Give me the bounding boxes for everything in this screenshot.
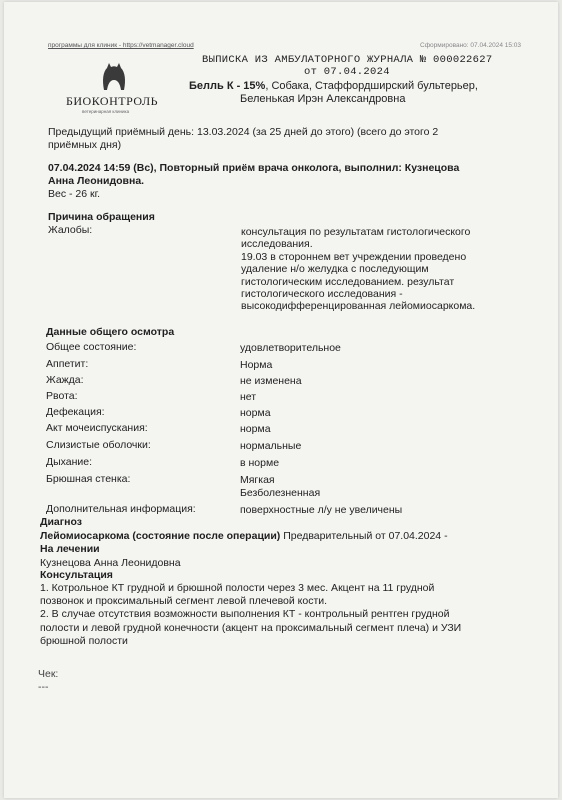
exam-value: нормальные	[240, 440, 302, 452]
consultation-line: позвонок и проксимальный сегмент левой плечевой кости.	[40, 595, 328, 608]
exam-label: Жажда:	[46, 374, 84, 386]
complaint-line: консультация по результатам гистологического	[241, 226, 471, 238]
visit-weight: Вес - 26 кг.	[48, 188, 101, 200]
exam-value: удовлетворительное	[240, 342, 341, 354]
consultation-line: полости и левой грудной конечности (акцент на проксимальный сегмент плеча) и УЗИ	[40, 621, 462, 634]
exam-heading: Данные общего осмотра	[46, 326, 175, 338]
consultation-line: 2. В случае отсутствия возможности выполнения КТ - контрольный рентген грудной	[40, 608, 450, 621]
exam-value: норма	[240, 407, 271, 419]
exam-label: Брюшная стенка:	[46, 473, 131, 485]
document-title: ВЫПИСКА ИЗ АМБУЛАТОРНОГО ЖУРНАЛА № 000022627	[202, 54, 493, 66]
consultation-text	[40, 582, 461, 648]
reason-heading: Причина обращения	[48, 211, 155, 223]
exam-value: Мягкая	[240, 474, 275, 486]
previous-visit-line1: Предыдущий приёмный день: 13.03.2024 (за 25 дней до этого) (всего до этого 2	[48, 126, 439, 138]
exam-value: в норме	[240, 457, 280, 469]
diagnosis-date: Предварительный от 07.04.2024 -	[280, 530, 448, 542]
exam-label: Дыхание:	[46, 456, 93, 468]
complaint-line: гистологическим исследованием. результат	[241, 275, 455, 288]
exam-label: Аппетит:	[46, 358, 89, 370]
logo-subtitle: ветеринарная клиника	[82, 109, 130, 114]
diagnosis-doctor: Кузнецова Анна Леонидовна	[40, 557, 181, 569]
complaints-text	[241, 226, 475, 313]
exam-value: Безболезненная	[240, 487, 321, 499]
exam-value: поверхностные л/у не увеличены	[240, 504, 403, 516]
exam-label: Акт мочеиспускания:	[46, 422, 148, 434]
complaint-line: 19.03 в стороннем вет учреждении проведено	[241, 250, 467, 263]
check-value: ---	[38, 681, 49, 693]
complaint-line: исследования.	[241, 238, 313, 251]
patient-name: Белль К - 15%	[189, 80, 266, 92]
exam-value: не изменена	[240, 375, 302, 387]
exam-label: Слизистые оболочки:	[46, 439, 151, 451]
complaints-label: Жалобы:	[48, 224, 93, 236]
exam-value: нет	[240, 391, 257, 403]
exam-value: Норма	[240, 359, 273, 371]
exam-label: Дефекация:	[46, 406, 105, 418]
patient-owner: Беленькая Ирэн Александровна	[240, 93, 406, 105]
visit-line2: Анна Леонидовна.	[48, 175, 145, 187]
patient-line	[189, 80, 478, 92]
diagnosis-name: Лейомиосаркома (состояние после операции)	[40, 530, 281, 542]
exam-label: Рвота:	[46, 390, 78, 402]
program-link[interactable]: программы для клиник - https://vetmanager.cloud	[48, 42, 194, 49]
cat-silhouette-icon	[74, 60, 154, 94]
exam-label: Дополнительная информация:	[46, 503, 196, 515]
previous-visit-line2: приёмных дня)	[48, 139, 122, 151]
diagnosis-heading: Диагноз	[40, 516, 82, 528]
consultation-line: брюшной полости	[40, 634, 128, 647]
consultation-heading: Консультация	[40, 569, 113, 581]
complaint-line: гистологического исследования -	[241, 288, 403, 301]
logo-name: БИОКОНТРОЛЬ	[66, 94, 159, 108]
formed-date: Сформировано: 07.04.2024 15:03	[420, 42, 522, 49]
visit-line1: 07.04.2024 14:59 (Вс), Повторный приём врача онколога, выполнил: Кузнецова	[48, 162, 460, 174]
document-date: от 07.04.2024	[304, 66, 390, 78]
patient-details: , Собака, Стаффордширский бультерьер,	[265, 80, 478, 92]
exam-label: Общее состояние:	[46, 341, 137, 353]
consultation-line: 1. Котрольное КТ грудной и брюшной полости через 3 мес. Акцент на 11 грудной	[40, 582, 435, 594]
exam-value: норма	[240, 423, 271, 435]
diagnosis-status: На лечении	[40, 543, 100, 555]
diagnosis-main	[40, 530, 448, 542]
complaint-line: высокодифференцированная лейомиосаркома.	[241, 300, 476, 313]
document-page	[4, 2, 558, 798]
complaint-line: удаление н/о желудка с последующим	[241, 263, 429, 276]
check-label: Чек:	[38, 668, 59, 680]
